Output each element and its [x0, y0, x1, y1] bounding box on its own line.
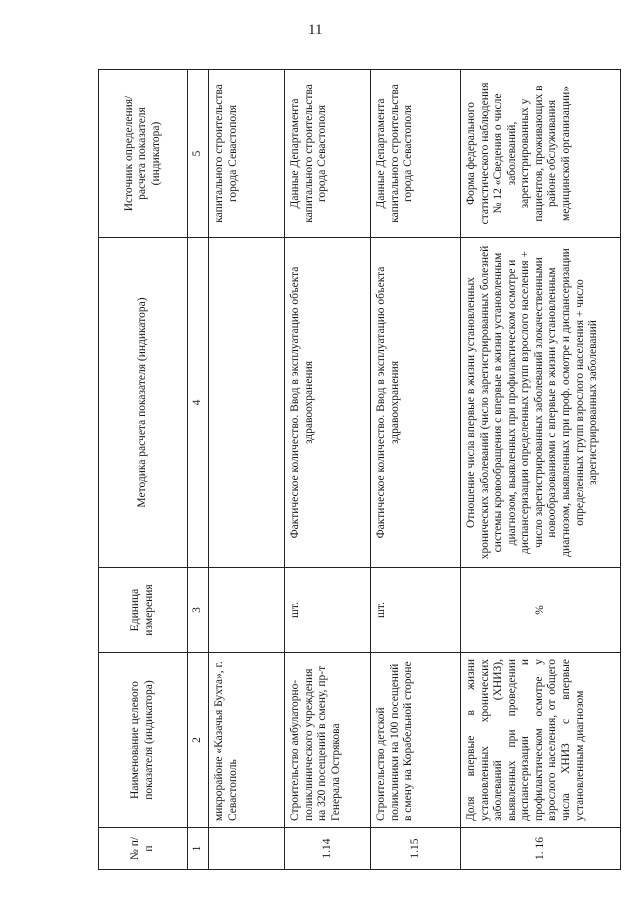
header-name: Наименование целевого показателя (индикатора): [99, 653, 188, 828]
col-number: 3: [188, 568, 209, 653]
table-row: [371, 70, 461, 870]
indicator-method: Фактическое количество. Ввод в эксплуатацию объекта здравоохранения: [285, 238, 371, 568]
page-number: 11: [308, 22, 323, 38]
row-number: 1.15: [371, 828, 461, 870]
table-row: [285, 70, 371, 870]
indicator-unit: %: [461, 568, 621, 653]
indicator-unit: шт.: [371, 568, 461, 653]
indicator-source: Данные Департамента капитального строительства города Севастополя: [371, 70, 461, 238]
indicator-name: Строительство амбулаторно-поликлинического учреждения на 320 посещений в смену, пр-т Генерала Острякова: [285, 653, 371, 828]
col-number: 5: [188, 70, 209, 238]
indicator-name: Строительство детской поликлиники на 100 посещений в смену на Корабельной стороне: [371, 653, 461, 828]
header-source: Источник определения/ расчета показателя (индикатора): [99, 70, 188, 238]
indicator-name: микрорайоне «Казачья Бухта», г. Севастополь: [209, 653, 285, 828]
indicator-unit: [209, 568, 285, 653]
col-number: 4: [188, 238, 209, 568]
header-unit: Единица измерения: [99, 568, 188, 653]
rotated-table-container: [98, 70, 628, 870]
row-number: 1. 16: [461, 828, 621, 870]
indicators-table: [98, 69, 621, 870]
row-number: 1.14: [285, 828, 371, 870]
indicator-source: капитального строительства города Севастополя: [209, 70, 285, 238]
column-number-row: [188, 70, 209, 870]
col-number: 1: [188, 828, 209, 870]
indicator-method: Фактическое количество. Ввод в эксплуатацию объекта здравоохранения: [371, 238, 461, 568]
indicator-method: Отношение числа впервые в жизни установленных хронических заболеваний (число зарегистрированных болезней системы кровообращения с впервые в жизни установленным диагнозом, выявленных при профилактическом осмотре и диспансеризации определенных групп взрослого населения + число зарегистрированных заболеваний злокачественными новообразованиями с впервые в жизни установленным диагнозом, выявленных при проф. осмотре и диспансеризации определенных групп взрослого населения + число зарегистрированных заболеваний: [461, 238, 621, 568]
indicator-method: [209, 238, 285, 568]
col-number: 2: [188, 653, 209, 828]
row-number: [209, 828, 285, 870]
table-row: [461, 70, 621, 870]
header-row: [99, 70, 188, 870]
indicator-unit: шт.: [285, 568, 371, 653]
indicator-name: Доля впервые в жизни установленных хронических заболеваний (ХНИЗ), выявленных при проведении диспансеризации и профилактическом осмотре у взрослого населения, от общего числа ХНИЗ с впервые установленным диагнозом: [461, 653, 621, 828]
header-no: № п/п: [99, 828, 188, 870]
indicator-source: Данные Департамента капитального строительства города Севастополя: [285, 70, 371, 238]
indicator-source: Форма федерального статистического наблюдения № 12 «Сведения о числе заболеваний, зарегистрированных у пациентов, проживающих в районе обслуживания медицинской организации»: [461, 70, 621, 238]
table-row: [209, 70, 285, 870]
header-method: Методика расчета показателя (индикатора): [99, 238, 188, 568]
